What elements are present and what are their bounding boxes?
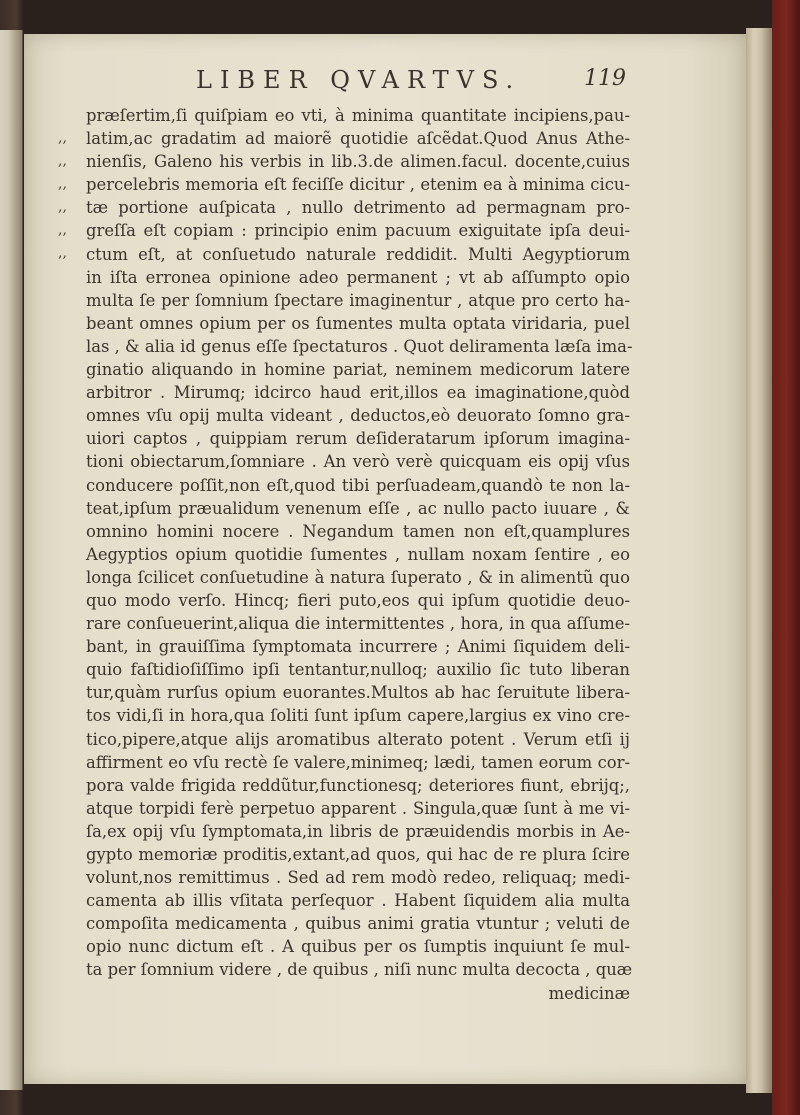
text-line: omnino homini nocere . Negandum tamen non eſt,quamplures (86, 521, 630, 541)
quote-marks-column (58, 127, 82, 266)
text-line: omnes vſu opij multa videant , deductos,eò deuorato ſomno gra- (86, 406, 630, 426)
text-line: ctum eſt, at conſuetudo naturale reddidit. Multi Aegyptiorum (86, 244, 630, 264)
quote-mark: ,, (58, 153, 67, 170)
text-line: las , & alia id genus eſſe ſpectaturos . Quot deliramenta læſa ima- (86, 336, 633, 356)
text-line: teat,ipſum præualidum venenum eſſe , ac nullo pacto iuuare , & (86, 498, 630, 518)
text-line: beant omnes opium per os ſumentes multa optata viridaria, puel (86, 313, 630, 333)
text-line: quio faſtidioſiſſimo ipſi tentantur,nulloq; auxilio ſic tuto liberan (86, 660, 630, 680)
text-line: multa ſe per ſomnium ſpectare imaginentur , atque pro certo ha- (86, 290, 630, 310)
quote-mark: ,, (58, 176, 67, 193)
text-line: Aegyptios opium quotidie ſumentes , nullam noxam ſentire , eo (86, 544, 630, 564)
text-line: præſertim,ſi quiſpiam eo vti, à minima quantitate incipiens,pau- (86, 106, 630, 125)
quote-mark: ,, (58, 130, 67, 146)
text-line: bant, in grauiſſima ſymptomata incurrere ; Animi ſiquidem deli- (86, 637, 630, 657)
text-line: tico,pipere,atque alijs aromatibus alterato potent . Verum etſi ij (86, 729, 630, 749)
text-line: ginatio aliquando in homine pariat, neminem medicorum latere (86, 360, 630, 380)
quote-mark: ,, (58, 199, 67, 216)
text-line: opio nunc dictum eſt . A quibus per os ſumptis inquiunt ſe mul- (86, 937, 630, 957)
text-line: nienſis, Galeno his verbis in lib.3.de alimen.facul. docente,cuius (86, 152, 630, 172)
text-line: rare conſueuerint,aliqua die intermittentes , hora, in qua aſſume- (86, 614, 630, 634)
text-line: tur,quàm rurſus opium euorantes.Multos ab hac ſeruitute libera- (86, 683, 630, 703)
text-line: longa ſcilicet conſuetudine à natura ſuperato , & in alimentũ quo (86, 567, 630, 587)
text-line: quo modo verſo. Hincq; fieri puto,eos qui ipſum quotidie deuo- (86, 590, 630, 610)
text-line: affirment eo vſu rectè ſe valere,minimeq; lædi, tamen eorum cor- (86, 752, 630, 772)
text-line: arbitror . Mirumq; idcirco haud erit,illos ea imaginatione,quòd (86, 383, 630, 403)
body-text (86, 104, 633, 1005)
page-stack-edge (746, 28, 772, 1093)
text-line: ta per ſomnium videre , de quibus , niſi nunc multa decocta , quæ (86, 960, 633, 980)
text-line: percelebris memoria eſt feciſſe dicitur , etenim ea à minima cicu- (86, 175, 630, 195)
text-line: uiori captos , quippiam rerum deſideratarum ipſorum imagina- (86, 429, 630, 449)
book-cover-edge (772, 0, 800, 1115)
text-line: tioni obiectarum,ſomniare . An verò verè quicquam eis opij vſus (86, 452, 630, 472)
text-line: atque torpidi ferè perpetuo apparent . Singula,quæ ſunt à me vi- (86, 798, 630, 818)
text-line: ſa,ex opij vſu ſymptomata,in libris de præuidendis morbis in Ae- (86, 821, 630, 841)
left-page-edge (0, 30, 23, 1090)
quote-mark: ,, (58, 245, 67, 262)
text-line: tæ portione auſpicata , nullo detrimento ad permagnam pro- (86, 198, 630, 218)
text-line: volunt,nos remittimus . Sed ad rem modò redeo, reliquaq; medi- (86, 868, 630, 888)
text-line: latim,ac gradatim ad maiorẽ quotidie aſcẽdat.Quod Anus Athe- (86, 129, 630, 149)
catchword: medicinæ (548, 983, 630, 1003)
page-number: 119 (584, 66, 626, 91)
text-line: compoſita medicamenta , quibus animi gratia vtuntur ; veluti de (86, 914, 630, 934)
running-title: LIBER QVARTVS. (196, 66, 522, 94)
text-line: gypto memoriæ proditis,extant,ad quos, qui hac de re plura ſcire (86, 845, 630, 864)
text-line: in iſta erronea opinione adeo permanent ; vt ab aſſumpto opio (86, 267, 630, 287)
text-line: camenta ab illis vſitata perſequor . Habent ſiquidem alia multa (86, 891, 630, 911)
quote-mark: ,, (58, 222, 67, 239)
text-line: tos vidi,ſi in hora,qua ſoliti ſunt ipſum capere,largius ex vino cre- (86, 706, 630, 726)
text-line: conducere poſſit,non eſt,quod tibi perſuadeam,quandò te non la- (86, 475, 630, 495)
text-line: pora valde frigida reddũtur,functionesq; deteriores fiunt, ebrijq;, (86, 775, 630, 795)
text-line: greſſa eſt copiam : principio enim pacuum exiguitate ipſa deui- (86, 221, 630, 241)
